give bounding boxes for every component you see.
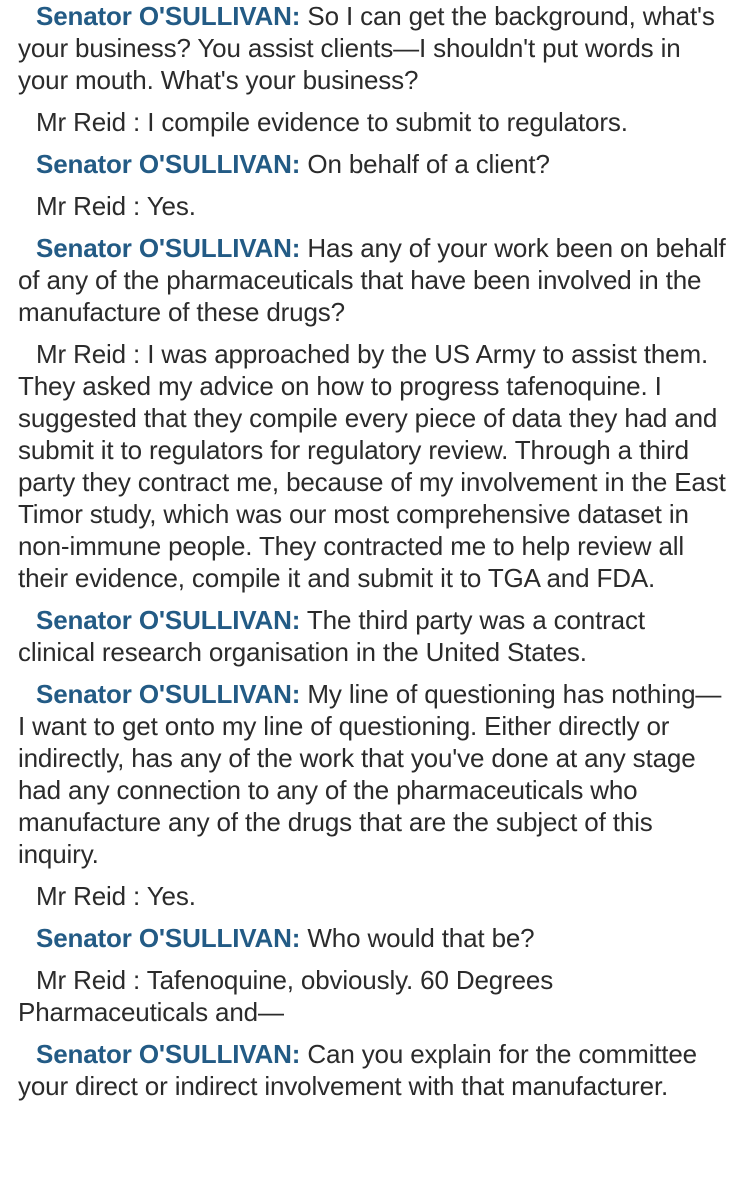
speech-text: Yes. [140,191,196,221]
transcript-paragraph [18,190,726,232]
speaker-name: Mr Reid : [36,881,141,911]
transcript-paragraph [18,604,726,678]
speech-text: Yes. [140,881,196,911]
speaker-name: Mr Reid : [36,191,141,221]
transcript-paragraph [18,232,726,338]
speech-text: Has any of your work been on behalf of any of the pharmaceuticals that have been involved in the manufacture of these drugs? [18,233,726,327]
transcript-paragraph [18,880,726,922]
transcript-paragraph [18,678,726,880]
speaker-name: Senator O'SULLIVAN: [36,149,301,179]
speech-text: Tafenoquine, obviously. 60 Degrees Pharmaceuticals and— [18,965,554,1027]
transcript-paragraph [18,338,726,604]
speaker-name: Senator O'SULLIVAN: [36,679,301,709]
speech-text: I was approached by the US Army to assist them. They asked my advice on how to progress tafenoquine. I suggested that they compile every piece of data they had and submit it to regulators for regulatory review. Through a third party they contract me, because of my involvement in the East Timor study, which was our most comprehensive dataset in non-immune people. They contracted me to help review all their evidence, compile it and submit it to TGA and FDA. [18,339,726,593]
speaker-name: Mr Reid : [36,107,141,137]
transcript-paragraph [18,1038,726,1112]
speech-text: Who would that be? [300,923,535,953]
speaker-name: Senator O'SULLIVAN: [36,233,301,263]
transcript-paragraph [18,148,726,190]
transcript-paragraph [18,0,726,106]
speech-text: Can you explain for the committee your direct or indirect involvement with that manufacturer. [18,1039,697,1101]
speech-text: The third party was a contract clinical research organisation in the United States. [18,605,645,667]
speaker-name: Mr Reid : [36,965,141,995]
speaker-name: Senator O'SULLIVAN: [36,1039,301,1069]
transcript-paragraph [18,922,726,964]
speech-text: I compile evidence to submit to regulators. [140,107,628,137]
speech-text: My line of questioning has nothing—I want to get onto my line of questioning. Either directly or indirectly, has any of the work that you've done at any stage had any connection to any of the pharmaceuticals who manufacture any of the drugs that are the subject of this inquiry. [18,679,722,869]
speech-text: So I can get the background, what's your business? You assist clients—I shouldn't put words in your mouth. What's your business? [18,1,715,95]
speaker-name: Senator O'SULLIVAN: [36,605,301,635]
transcript-paragraph [18,964,726,1038]
hansard-transcript [18,0,726,1112]
speaker-name: Senator O'SULLIVAN: [36,923,301,953]
speaker-name: Mr Reid : [36,339,141,369]
speech-text: On behalf of a client? [300,149,550,179]
transcript-paragraph [18,106,726,148]
speaker-name: Senator O'SULLIVAN: [36,1,301,31]
